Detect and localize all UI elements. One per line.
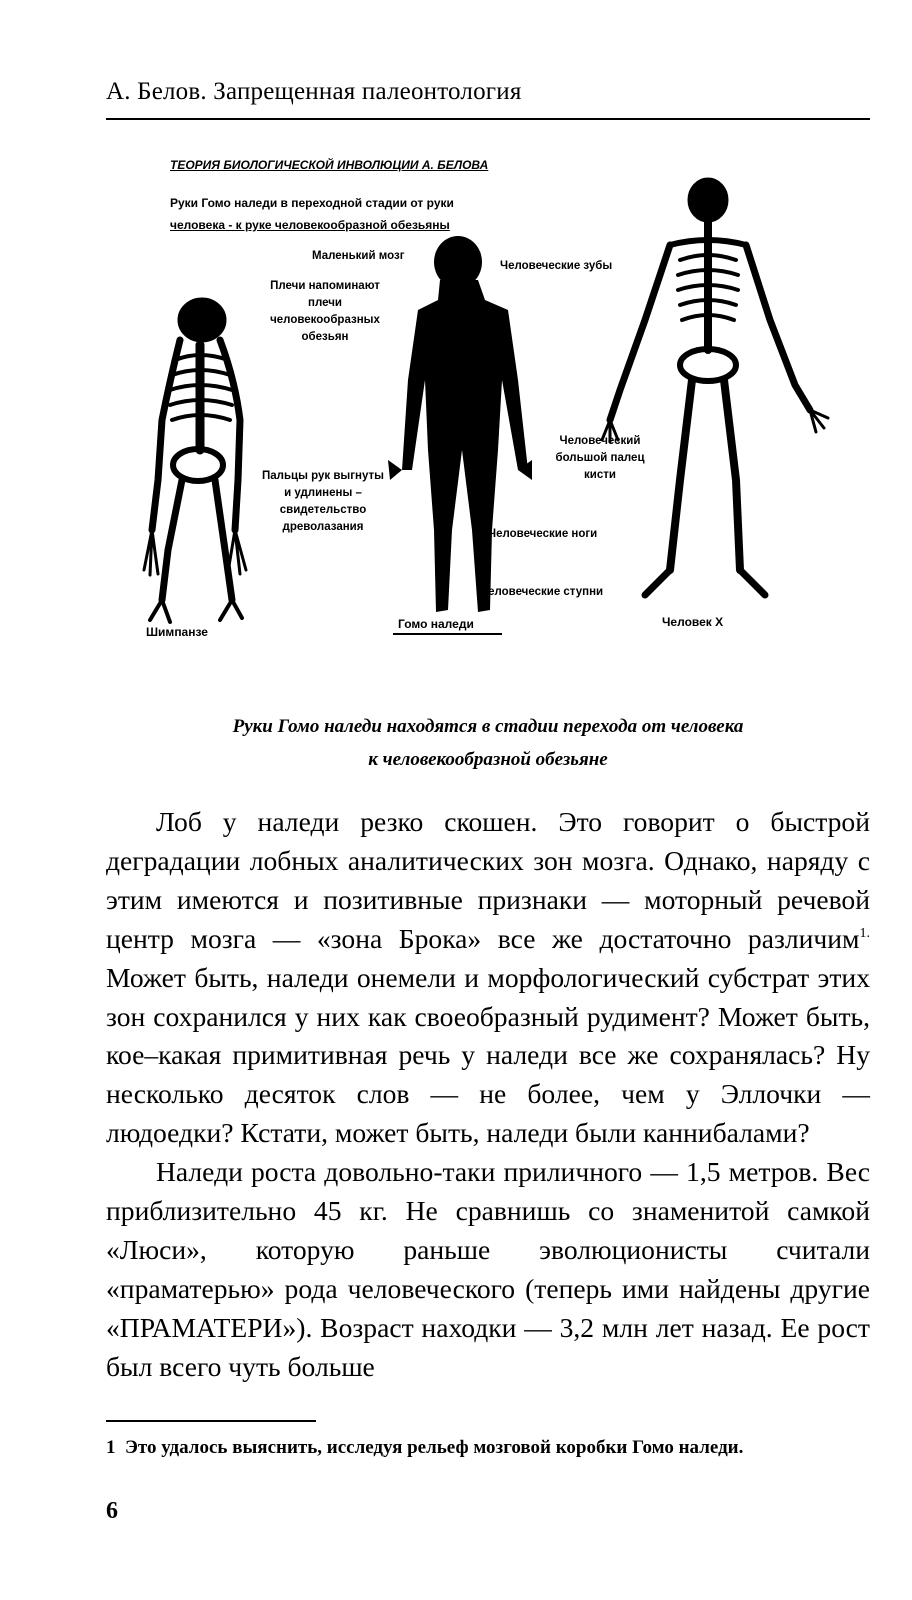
label-thumb-2: большой палец <box>555 452 645 464</box>
caption-line1: Руки Гомо наледи находятся в стадии перехода от человека <box>232 716 744 737</box>
label-fingers-2: и удлинены – <box>284 487 362 499</box>
footnote-number: 1 <box>106 1437 116 1458</box>
running-title: А. Белов. Запрещенная палеонтология <box>106 78 522 105</box>
label-fingers-1: Пальцы рук выгнуты <box>262 470 384 482</box>
paragraph-1 <box>106 803 870 1153</box>
footnote-ref: 1. <box>859 925 870 941</box>
label-shoulders-1: Плечи напоминают <box>270 280 380 292</box>
label-fingers-3: свидетельство <box>279 504 367 516</box>
label-shoulders-4: обезьян <box>301 331 349 343</box>
page-number: 6 <box>106 1498 118 1524</box>
label-thumb-1: Человеческий <box>559 435 641 447</box>
paragraph-1-part-a: Лоб у наледи резко скошен. Это говорит о быстрой деградации лобных аналитических зон мозга. Однако, наряду с этим имеются и позитивные признаки — моторный речевой центр мозга — «зона Брока» все же достаточно различим <box>106 806 870 954</box>
label-fingers-4: древолазания <box>282 521 364 533</box>
label-homo-naledi: Гомо наледи <box>398 617 474 631</box>
label-small-brain: Маленький мозг <box>312 250 405 262</box>
figure-illustration <box>140 150 870 670</box>
figure-subtitle-line1: Руки Гомо наледи в переходной стадии от руки <box>170 196 454 210</box>
header-rule <box>106 118 870 120</box>
label-shoulders-2: плечи <box>308 297 342 309</box>
label-human-feet: Человеческие ступни <box>480 586 604 598</box>
figure-subtitle <box>170 192 454 236</box>
footnote <box>106 1437 870 1459</box>
chimp-skeleton <box>144 298 246 622</box>
label-chimp: Шимпанзе <box>146 625 208 639</box>
label-thumb <box>535 433 665 484</box>
label-shoulders-3: человекообразных <box>270 314 380 326</box>
figure-title: ТЕОРИЯ БИОЛОГИЧЕСКОЙ ИНВОЛЮЦИИ А. БЕЛОВА <box>170 158 489 172</box>
naledi-silhouette <box>388 236 532 612</box>
paragraph-1-part-b: Может быть, наледи онемели и морфологический субстрат этих зон сохранился у них как своеобразный рудимент? Может быть, кое–какая примитивная речь у наледи все же сохранялась? Ну несколько десяток слов — не более, чем у Эллочки — людоедки? Кстати, может быть, наледи были каннибалами? <box>106 961 870 1149</box>
label-shoulders <box>260 278 390 346</box>
label-human-teeth: Человеческие зубы <box>500 260 613 272</box>
footnote-rule <box>106 1420 316 1422</box>
label-thumb-3: кисти <box>584 469 616 481</box>
footnote-text: Это удалось выяснить, исследуя рельеф мозговой коробки Гомо наледи. <box>125 1437 744 1458</box>
label-human-legs: Человеческие ноги <box>488 528 598 540</box>
human-skeleton <box>602 178 828 595</box>
paragraph-2: Наледи роста довольно-таки приличного — 1,5 метров. Вес приблизительно 45 кг. Не сравнишь со знаменитой самкой «Люси», которую раньше эволюционисты считали «праматерью» рода человеческого (теперь ими найдены другие «ПРАМАТЕРИ»). Возраст находки — 3,2 млн лет назад. Ее рост был всего чуть больше <box>106 1156 870 1382</box>
figure-subtitle-line2: человека - к руке человекообразной обезьяны <box>170 218 450 232</box>
figure-caption <box>106 710 870 776</box>
label-fingers <box>248 468 398 536</box>
caption-line2: к человекообразной обезьяне <box>368 749 608 770</box>
label-human-x: Человек Х <box>662 615 724 629</box>
body-text <box>106 803 870 1387</box>
